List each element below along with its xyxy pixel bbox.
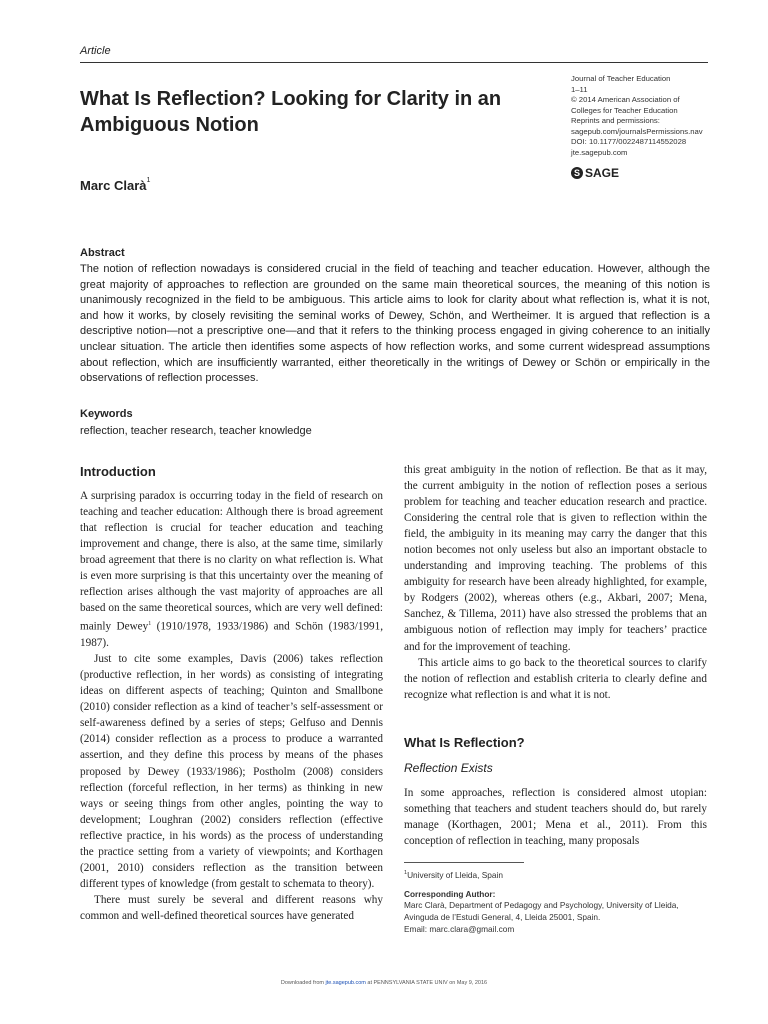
corresponding-author-email[interactable]: Email: marc.clara@gmail.com <box>404 923 515 934</box>
author-name: Marc Clarà$^1$ <box>80 177 151 193</box>
doi-link[interactable]: DOI: 10.1177/0022487114552028 <box>571 137 687 146</box>
download-source-link[interactable]: jte.sagepub.com <box>325 980 366 986</box>
intro-paragraph-aim: This article aims to go back to the theoretical sources to clarify the notion of reflection and establish criteria to clearly define and recognize what reflection is and what it is not. <box>404 656 707 701</box>
intro-paragraph-continued: this great ambiguity in the notion of reflection. Be that as it may, the current ambiguity in the notion of reflection poses a serious problem for teaching and teacher education research and practice. Considering the central role that is given to reflection within the field, the ambiguity in its meaning may carry the danger that this notion becomes not only useless but also an important obstacle to understanding and improving teaching. The problems of this ambiguity for research have been already highlighted, for example, by Rodgers (2002), whereas others (e.g., Akbari, 2007; Mena, Sanchez, & Tillema, 2011) have also stressed the problems that an ambiguous notion of reflection may imply for teachers’ practice and for the improvement of teaching. <box>404 464 707 653</box>
journal-site-link[interactable]: jte.sagepub.com <box>571 147 628 157</box>
right-column-body-top <box>404 462 707 703</box>
abstract-heading: Abstract <box>80 247 125 259</box>
intro-paragraph-3: There must surely be several and different reasons why common and well-defined theoretical sources have generated <box>80 893 383 922</box>
intro-paragraph-2: Just to cite some examples, Davis (2006) takes reflection (productive reflection, in her words) as consisting of integrating ideas on different aspects of teaching; Quinton and Smallbone (2010) consider reflection as a kind of teacher’s self-assessment or self-awareness defined by a series of steps; Gelfuso and Dennis (2014) consider reflection as a process to produce a warranted assertion, and they define this process by means of the phases proposed by Dewey (1933/1986); Postholm (2008) considers reflection (forceful reflection, in her terms) as thinking in new ways or seeing things from other angles, pointing the way to development; Loughran (2002) considers reflection (effective reflective practice, in his words) as the process of understanding the practice setting from a variety of viewpoints; and Korthagen (2001, 2010) considers reflection as the transition between different types of knowledge (from gestalt to schemata to theory). <box>80 653 383 890</box>
copyright-line-1: © 2014 American Association of <box>571 95 680 104</box>
right-column-body-bottom <box>404 785 707 849</box>
sage-s-icon: S <box>571 167 583 179</box>
left-column-body <box>80 488 383 924</box>
affiliation-footnote: $^1$University of Lleida, Spain <box>404 869 503 880</box>
corresponding-author-line-1: Marc Clarà, Department of Pedagogy and Psychology, University of Lleida, <box>404 900 679 911</box>
keywords-heading: Keywords <box>80 408 133 420</box>
corresponding-author-line-2: Avinguda de l’Estudi General, 4, Lleida 25001, Spain. <box>404 912 601 923</box>
article-title: What Is Reflection? Looking for Clarity in an Ambiguous Notion <box>80 88 502 136</box>
journal-pages: 1–11 <box>571 84 588 94</box>
reflection-exists-paragraph: In some approaches, reflection is considered almost utopian: something that teachers and student teachers should do, but rarely manage (Korthagen, 2001; Mena et al., 2011). From this conception of reflection in teaching, many proposals <box>404 787 707 848</box>
sage-logo <box>571 166 619 180</box>
copyright-line-2: Colleges for Teacher Education <box>571 105 678 115</box>
reflection-exists-subheading: Reflection Exists <box>404 761 493 775</box>
reprints-label: Reprints and permissions: <box>571 116 660 125</box>
what-is-reflection-heading: What Is Reflection? <box>404 735 525 750</box>
permissions-link[interactable]: sagepub.com/journalsPermissions.nav <box>571 126 703 136</box>
intro-paragraph-1: A surprising paradox is occurring today in the field of research on teaching and teacher education: Although there is broad agreement that reflection is crucial for teacher education and teaching improvement and change, there is also, at the same time, similarly broad agreement that there is no clarity on what reflection is. What is even more surprising is that this uncertainty over the meaning of reflection arises although the vast majority of approaches are all based on the same theoretical sources, which are very well defined: mainly Dewey$^1$ (1910/1978, 1933/1986) and Schön (1983/1991, 1987). <box>80 490 383 650</box>
header-divider <box>80 62 708 63</box>
introduction-heading: Introduction <box>80 464 156 479</box>
footnote-divider <box>404 862 524 863</box>
abstract-text: The notion of reflection nowadays is considered crucial in the field of teaching and teacher education. However, although the great majority of approaches to reflection are grounded on the same main theoretical sources, the meaning of this notion is unanimously recognized in the field to be ambiguous. This article aims to look for clarity about what reflection is, what it is not, and how it works, by closely revisiting the seminal works of Dewey, Schön, and Wertheimer. It is argued that reflection is a descriptive notion—not a prescriptive one—and that it refers to the thinking process engaged in giving coherence to an initially unclear situation. The article then identifies some aspects of how reflection works, and some current widespread assumptions about reflection, which are insufficiently warranted, either theoretically in the writings of Dewey or Schön or empirically in the observations of reflection processes. <box>80 263 710 385</box>
keywords-list: reflection, teacher research, teacher knowledge <box>80 425 312 437</box>
author-affiliation-mark: 1 <box>146 177 151 184</box>
corresponding-author-heading: Corresponding Author: <box>404 888 496 899</box>
download-notice: Downloaded from jte.sagepub.com at PENNSYLVANIA STATE UNIV on May 9, 2016 <box>280 980 488 986</box>
article-type-label: Article <box>80 45 111 57</box>
footnote-block <box>404 868 714 936</box>
journal-info-block <box>571 74 721 158</box>
journal-name: Journal of Teacher Education <box>571 74 671 83</box>
sage-logo-text: SAGE <box>585 166 620 180</box>
